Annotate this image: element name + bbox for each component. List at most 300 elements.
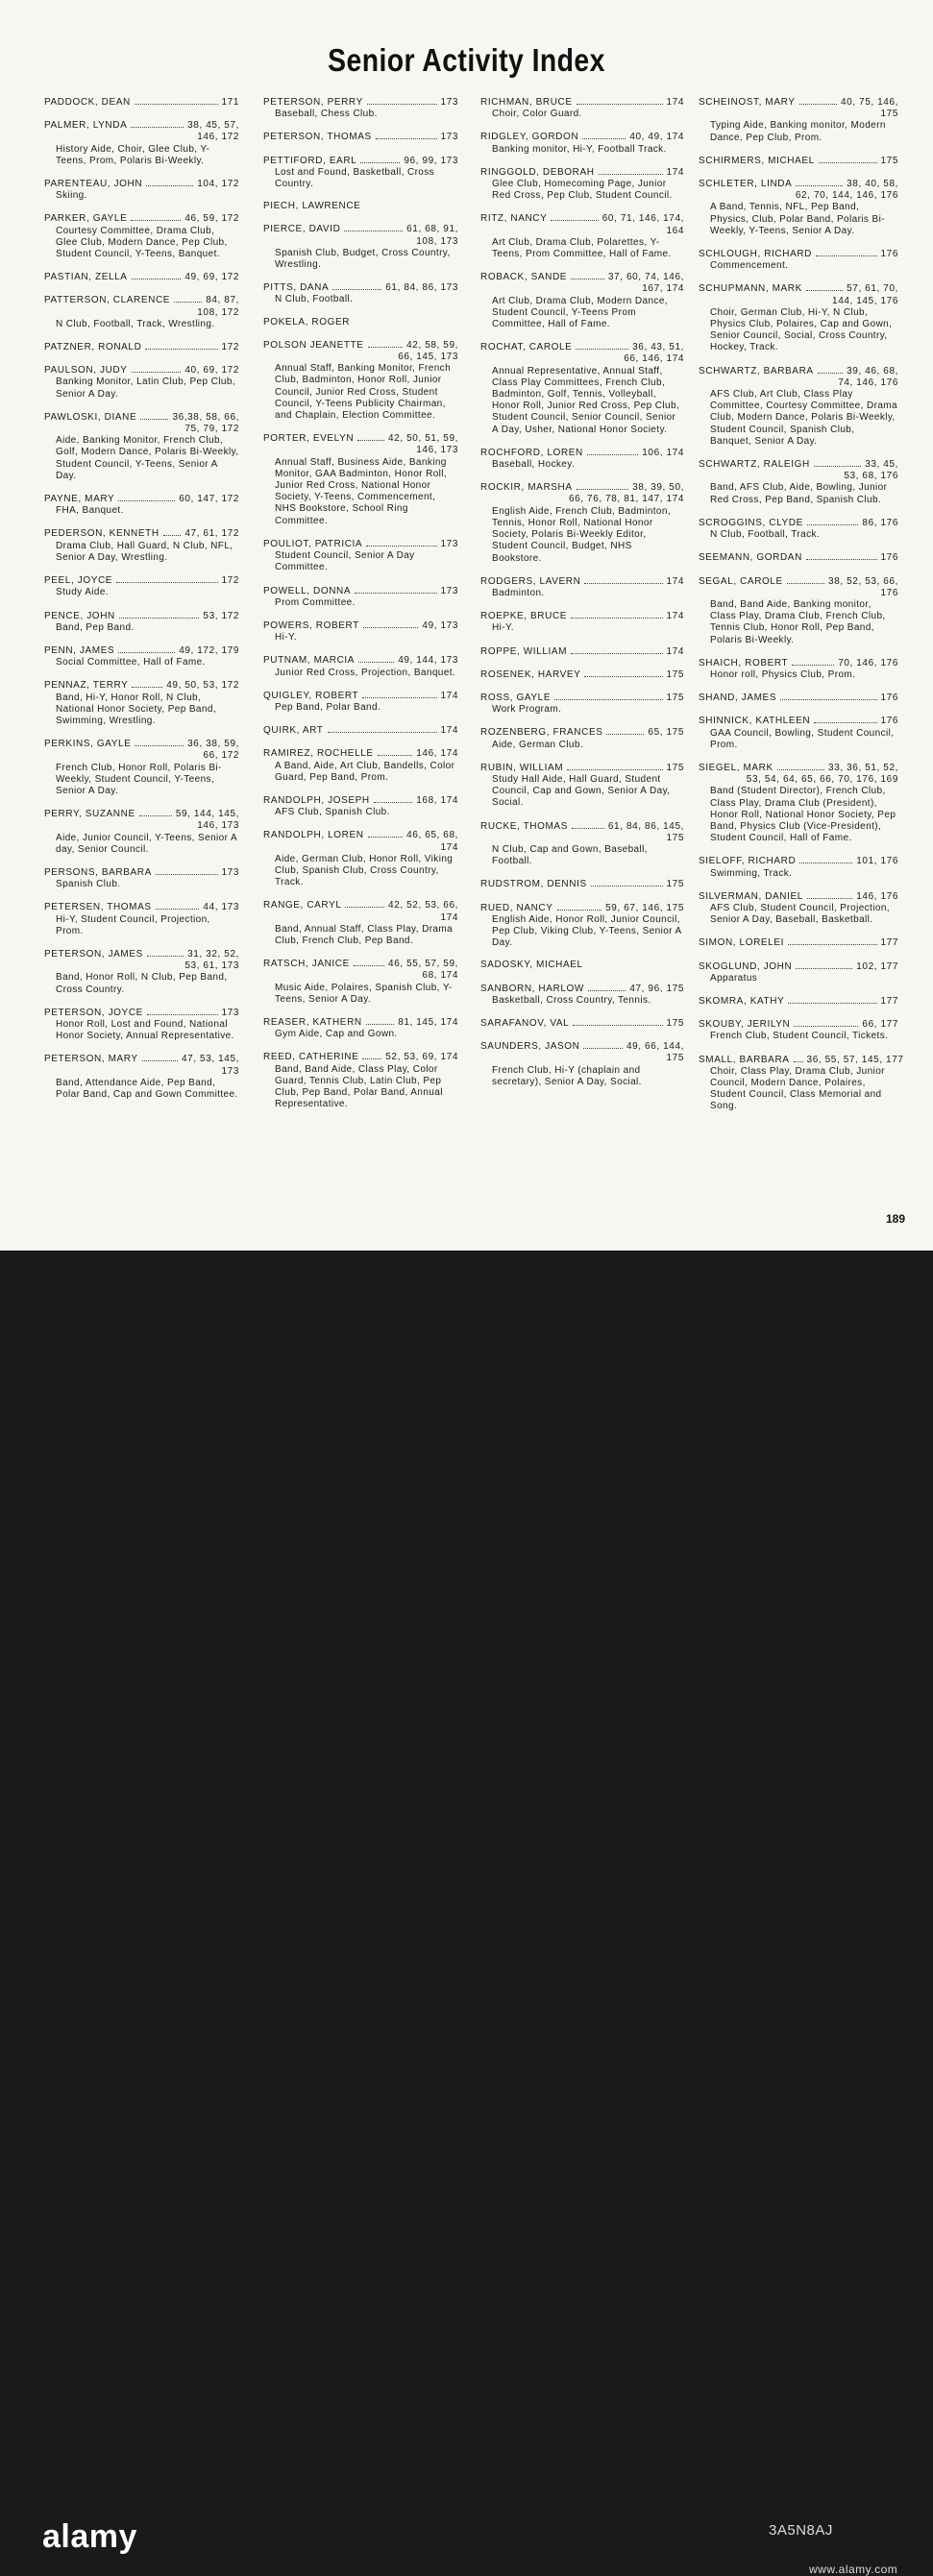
entry-header	[480, 762, 684, 774]
page-refs: 175	[666, 879, 684, 890]
watermark	[0, 2518, 933, 2576]
student-name: SIEGEL, MARK	[699, 762, 773, 773]
watermark-logo: alamy	[42, 2518, 137, 2555]
activities: Band, Attendance Aide, Pep Band, Polar Band, Cap and Gown Committee.	[56, 1077, 238, 1100]
entry-header	[480, 271, 684, 283]
activities: French Club, Hi-Y (chaplain and secretary), Senior A Day, Social.	[492, 1064, 642, 1087]
entry-header	[263, 223, 458, 235]
page-refs: 66, 177	[862, 1019, 898, 1031]
dot-leader	[606, 726, 644, 735]
index-column-4	[699, 96, 904, 1124]
page-refs-continued: 75, 79, 172	[184, 424, 239, 435]
page-refs: 49, 50, 53, 172	[166, 680, 239, 692]
activities: Glee Club, Homecoming Page, Junior Red Cross, Pep Club, Student Council.	[492, 179, 673, 202]
entry-header	[699, 657, 898, 669]
entry-header	[263, 724, 458, 737]
index-entry	[263, 620, 458, 644]
student-name: POWELL, DONNA	[263, 585, 352, 596]
page-refs-continued: 66, 172	[203, 750, 239, 762]
page-refs: 176	[880, 693, 898, 704]
page-refs: 174	[440, 690, 458, 701]
page-refs: 173	[440, 132, 458, 143]
student-name: PETERSON, JOYCE	[44, 1007, 143, 1018]
page-refs: 173	[221, 866, 239, 878]
entry-header	[699, 365, 898, 377]
entry-header	[480, 1040, 684, 1053]
entry-header	[263, 794, 458, 807]
index-entry	[699, 517, 898, 541]
dot-leader	[799, 855, 852, 863]
activities: Prom Committee.	[275, 596, 356, 608]
page-refs: 38, 45, 57,	[187, 120, 239, 132]
dot-leader	[354, 958, 384, 966]
dot-leader	[132, 271, 182, 279]
index-entry	[699, 657, 898, 681]
dot-leader	[814, 715, 876, 723]
student-name: PIECH, LAWRENCE	[263, 201, 361, 212]
dot-leader	[806, 551, 877, 560]
activities: Basketball, Cross Country, Tennis.	[492, 994, 651, 1006]
page-refs: 31, 32, 52,	[187, 948, 239, 960]
page-refs: 49, 144, 173	[398, 655, 458, 667]
activities: Band (Student Director), French Club, Class Play, Drama Club (President), Honor Roll, National Honor Society, Pep Band, Physics Club (Vice-President), Student Council, Hall of Fame.	[710, 786, 896, 844]
student-name: SEGAL, CAROLE	[699, 575, 783, 587]
index-entry	[480, 1040, 684, 1088]
index-entry	[480, 96, 684, 120]
dot-leader	[816, 248, 877, 256]
student-name: ROBACK, SANDE	[480, 272, 568, 283]
activities: Junior Red Cross, Projection, Banquet.	[275, 667, 456, 678]
page-refs-continued: 164	[666, 225, 684, 236]
activities: English Aide, Honor Roll, Junior Council, Pep Club, Viking Club, Y-Teens, Senior A Day.	[492, 913, 682, 949]
activities: Hi-Y.	[275, 632, 297, 644]
page-refs: 49, 172, 179	[179, 644, 239, 656]
page-refs: 59, 144, 145,	[175, 809, 239, 820]
activities: Pep Band, Polar Band.	[275, 701, 381, 713]
index-entry	[480, 726, 684, 750]
page-refs: 61, 84, 86, 173	[385, 282, 458, 294]
page-refs: 47, 53, 145,	[181, 1054, 239, 1065]
entry-header	[699, 96, 898, 109]
entry-header	[699, 936, 898, 949]
entry-header	[263, 1016, 458, 1029]
activities: Annual Staff, Banking Monitor, French Club, Badminton, Honor Roll, Junior Council, Junior Red Cross, Student Council, Y-Teens Publicity Chairman, and Chaplain, Election Committee.	[275, 363, 452, 422]
student-name: ROSENEK, HARVEY	[480, 668, 581, 680]
activities: Choir, German Club, Hi-Y, N Club, Physics Club, Polaires, Cap and Gown, Senior Council, Social, Cross Country, Hockey, Track.	[710, 306, 893, 353]
page-refs: 173	[440, 97, 458, 108]
page-refs-continued: 146, 172	[197, 132, 239, 143]
entry-header	[699, 517, 898, 529]
index-entry	[699, 248, 898, 272]
activities: Social Committee, Hall of Fame.	[56, 657, 206, 668]
activities: Band, Hi-Y, Honor Roll, N Club, National Honor Society, Pep Band, Swimming, Wrestling.	[56, 692, 216, 726]
student-name: PETTIFORD, EARL	[263, 155, 357, 166]
entry-header	[699, 692, 898, 704]
activities: Spanish Club, Budget, Cross Country, Wrestling.	[275, 247, 451, 271]
student-name: ROEPKE, BRUCE	[480, 611, 568, 622]
activities: A Band, Tennis, NFL, Pep Band, Physics, Club, Polar Band, Polaris Bi-Weekly, Y-Teens, Senior A Day.	[710, 202, 885, 236]
page-refs-continued: 66, 145, 173	[398, 352, 458, 363]
page-refs-continued: 53, 61, 173	[184, 960, 239, 972]
index-entry	[263, 1051, 458, 1110]
dot-leader	[780, 692, 876, 700]
page-refs: 49, 173	[422, 620, 458, 631]
watermark-url: www.alamy.com	[809, 2563, 898, 2576]
index-column-3	[480, 96, 684, 1099]
entry-header	[263, 339, 458, 352]
student-name: SCHLETER, LINDA	[699, 179, 793, 190]
activities: Band, Honor Roll, N Club, Pep Band, Cross Country.	[56, 972, 228, 995]
page-refs: 42, 50, 51, 59,	[388, 433, 458, 445]
student-name: RUED, NANCY	[480, 902, 553, 913]
student-name: RICHMAN, BRUCE	[480, 97, 573, 108]
student-name: PERRY, SUZANNE	[44, 809, 135, 820]
dot-leader	[368, 339, 404, 348]
page-refs: 174	[666, 166, 684, 178]
student-name: PETERSON, MARY	[44, 1054, 138, 1065]
page-refs: 176	[880, 249, 898, 260]
dot-leader	[557, 902, 602, 911]
student-name: SKOMRA, KATHY	[699, 995, 785, 1007]
index-entry	[44, 341, 239, 353]
index-entry	[480, 645, 684, 658]
entry-header	[44, 610, 239, 622]
dot-leader	[571, 645, 662, 654]
dot-leader	[374, 794, 413, 803]
index-entry	[44, 644, 239, 668]
entry-header	[480, 610, 684, 622]
entry-header	[44, 679, 239, 692]
page-refs: 61, 84, 86, 145,	[607, 820, 684, 832]
student-name: SILVERMAN, DANIEL	[699, 890, 803, 902]
page-refs: 177	[880, 937, 898, 949]
entry-header	[44, 1053, 239, 1065]
student-name: PALMER, LYNDA	[44, 120, 128, 132]
dot-leader	[174, 294, 202, 303]
entry-header	[44, 866, 239, 879]
student-name: PETERSON, JAMES	[44, 948, 143, 960]
page-refs: 174	[666, 645, 684, 657]
page-refs-continued: 62, 70, 144, 146, 176	[795, 190, 898, 202]
activities: Commencement.	[710, 260, 789, 272]
index-entry	[480, 668, 684, 681]
index-entry	[480, 902, 684, 950]
student-name: PENCE, JOHN	[44, 610, 115, 621]
activities: N Club, Football, Track.	[710, 529, 821, 541]
activities: Aide, German Club, Honor Roll, Viking Club, Spanish Club, Cross Country, Track.	[275, 853, 454, 888]
entry-header	[699, 715, 898, 727]
page-refs: 84, 87,	[206, 295, 239, 306]
index-entry	[263, 339, 458, 422]
page-refs: 172	[221, 342, 239, 353]
page-refs: 173	[221, 1007, 239, 1018]
index-column-1	[44, 96, 239, 1111]
entry-header	[263, 958, 458, 970]
dot-leader	[599, 166, 663, 175]
entry-header	[44, 527, 239, 540]
index-entry	[44, 178, 239, 202]
page-refs: 38, 39, 50,	[632, 482, 684, 494]
page-refs: 36,38, 58, 66,	[172, 411, 239, 423]
student-name: SHINNICK, KATHLEEN	[699, 716, 811, 727]
page-refs: 52, 53, 69, 174	[385, 1052, 458, 1063]
page-refs: 175	[666, 1017, 684, 1029]
student-name: SCHLOUGH, RICHARD	[699, 249, 812, 260]
entry-header	[263, 201, 458, 212]
index-entry	[699, 365, 898, 448]
index-entry	[263, 155, 458, 191]
entry-header	[263, 317, 458, 328]
index-entry	[44, 364, 239, 401]
page-refs: 106, 174	[642, 447, 684, 458]
entry-header	[480, 1017, 684, 1030]
page-refs-continued: 146, 173	[197, 820, 239, 832]
student-name: RANGE, CARYL	[263, 900, 342, 911]
dot-leader	[156, 901, 200, 910]
student-name: SCHWARTZ, RALEIGH	[699, 459, 810, 471]
activities: Art Club, Drama Club, Polarettes, Y-Teens, Prom Committee, Hall of Fame.	[492, 236, 672, 260]
page-refs: 40, 49, 174	[629, 132, 684, 143]
activities: English Aide, French Club, Badminton, Tennis, Honor Roll, National Honor Society, Polaris Bi-Weekly Editor, Student Council, Budget, NHS Bookstore.	[492, 505, 672, 564]
activities: Typing Aide, Banking monitor, Modern Dance, Pep Club, Prom.	[710, 120, 886, 143]
entry-header	[44, 574, 239, 587]
index-entry	[480, 820, 684, 868]
index-entry	[263, 899, 458, 947]
entry-header	[699, 248, 898, 260]
dot-leader	[799, 96, 837, 105]
activities: AFS Club, Student Council, Projection, Senior A Day, Baseball, Basketball.	[710, 902, 890, 926]
index-column-2	[263, 96, 458, 1121]
page-refs-continued: 66, 76, 78, 81, 147, 174	[568, 494, 684, 505]
student-name: PARKER, GAYLE	[44, 213, 128, 225]
student-name: POLSON JEANETTE	[263, 339, 364, 351]
entry-header	[263, 432, 458, 445]
student-name: SARAFANOV, VAL	[480, 1017, 570, 1029]
page-refs: 176	[880, 552, 898, 564]
activities: N Club, Football, Track, Wrestling.	[56, 318, 215, 329]
entry-header	[44, 644, 239, 657]
activities: N Club, Football.	[275, 294, 354, 305]
student-name: SADOSKY, MICHAEL	[480, 960, 583, 971]
index-entry	[480, 447, 684, 471]
entry-header	[480, 820, 684, 833]
student-name: SCROGGINS, CLYDE	[699, 517, 803, 528]
dot-leader	[116, 574, 217, 583]
activities: Student Council, Senior A Day Committee.	[275, 550, 415, 573]
dot-leader	[119, 610, 200, 619]
student-name: ROSS, GAYLE	[480, 692, 552, 703]
page-refs-continued: 66, 146, 174	[624, 353, 684, 365]
entry-header	[44, 119, 239, 132]
student-name: PETERSEN, THOMAS	[44, 902, 152, 913]
entry-header	[263, 620, 458, 632]
page-refs: 174	[440, 725, 458, 737]
activities: AFS Club, Art Club, Class Play Committee, Courtesy Committee, Drama Club, Modern Dance, Polaris Bi-Weekly, Student Council, Spanish Club, Banquet, Senior A Day.	[710, 389, 898, 447]
page-refs: 57, 61, 70,	[847, 283, 898, 295]
entry-header	[480, 447, 684, 459]
entry-header	[480, 481, 684, 494]
activities: Banking monitor, Hi-Y, Football Track.	[492, 143, 667, 155]
index-entry	[263, 96, 458, 120]
activities: Aide, Junior Council, Y-Teens, Senior A day, Senior Council.	[56, 832, 237, 855]
index-entry	[699, 458, 898, 506]
activities: Band, Annual Staff, Class Play, Drama Club, French Club, Pep Band.	[275, 923, 454, 946]
index-entry	[44, 212, 239, 260]
entry-header	[480, 131, 684, 143]
entry-header	[480, 668, 684, 681]
index-entry	[44, 679, 239, 727]
activities: Band, Band Aide, Banking monitor, Class Play, Drama Club, French Club, Tennis Club, Honor Roll, Pep Band, Polaris Bi-Weekly.	[710, 598, 886, 645]
entry-header	[44, 948, 239, 960]
activities: Badminton.	[492, 587, 545, 598]
dot-leader	[132, 679, 162, 688]
student-name: PASTIAN, ZELLA	[44, 272, 128, 283]
page-refs: 47, 96, 175	[629, 983, 684, 994]
student-name: RUBIN, WILLIAM	[480, 762, 564, 773]
entry-header	[263, 585, 458, 597]
dot-leader	[818, 365, 843, 374]
entry-header	[44, 808, 239, 820]
entry-header	[699, 1018, 898, 1031]
student-name: ROCHAT, CAROLE	[480, 342, 573, 353]
page-refs: 102, 177	[856, 960, 898, 972]
student-name: POWERS, ROBERT	[263, 620, 359, 631]
student-name: RINGGOLD, DEBORAH	[480, 166, 595, 178]
student-name: SHAICH, ROBERT	[699, 657, 789, 668]
entry-header	[699, 458, 898, 471]
page-refs: 33, 36, 51, 52,	[828, 762, 898, 773]
dot-leader	[582, 131, 626, 139]
dot-leader	[792, 657, 834, 666]
page-refs: 65, 175	[648, 727, 684, 739]
index-entry	[263, 538, 458, 574]
entry-header	[699, 282, 898, 295]
index-entry	[480, 1017, 684, 1030]
index-entry	[699, 960, 898, 984]
dot-leader	[366, 1016, 394, 1025]
page-refs-continued: 175	[666, 832, 684, 843]
activities: Annual Staff, Business Aide, Banking Monitor, GAA Badminton, Honor Roll, Junior Red Cross, National Honor Society, Y-Teens, Commencement, NHS Bookstore, School Ring Committee.	[275, 456, 448, 526]
index-entry	[263, 281, 458, 305]
page-refs-continued: 53, 68, 176	[844, 471, 898, 482]
entry-header	[44, 271, 239, 283]
entry-header	[263, 1051, 458, 1063]
entry-header	[44, 1007, 239, 1019]
index-entry	[480, 762, 684, 810]
index-entry	[263, 724, 458, 737]
activities: Honor roll, Physics Club, Prom.	[710, 668, 856, 680]
index-entry	[44, 294, 239, 330]
dot-leader	[584, 668, 662, 677]
student-name: PADDOCK, DEAN	[44, 97, 131, 108]
index-entry	[699, 1054, 904, 1113]
student-name: QUIGLEY, ROBERT	[263, 690, 359, 701]
page-refs: 81, 145, 174	[398, 1016, 458, 1028]
entry-header	[480, 692, 684, 704]
dot-leader	[807, 890, 852, 899]
activities: Honor Roll, Lost and Found, National Honor Society, Annual Representative.	[56, 1018, 234, 1042]
page-refs: 173	[440, 538, 458, 549]
index-entry	[699, 692, 898, 704]
index-entry	[480, 610, 684, 634]
dot-leader	[796, 960, 852, 969]
entry-header	[480, 645, 684, 658]
student-name: SIELOFF, RICHARD	[699, 856, 797, 867]
page-refs: 174	[666, 611, 684, 622]
activities: Hi-Y.	[492, 622, 514, 634]
entry-header	[699, 762, 898, 774]
page-refs: 171	[221, 97, 239, 108]
index-entry	[44, 738, 239, 797]
dot-leader	[378, 747, 413, 756]
index-entry	[44, 808, 239, 856]
student-name: ROPPE, WILLIAM	[480, 645, 568, 657]
student-name: SCHEINOST, MARY	[699, 97, 796, 108]
entry-header	[480, 166, 684, 179]
index-entry	[699, 96, 898, 144]
activities: AFS Club, Spanish Club.	[275, 807, 390, 818]
dot-leader	[777, 762, 824, 770]
page-refs: 38, 40, 58,	[847, 179, 898, 190]
student-name: PEDERSON, KENNETH	[44, 528, 160, 540]
index-entry	[699, 575, 898, 646]
student-name: PATZNER, RONALD	[44, 342, 142, 353]
index-entry	[263, 223, 458, 271]
page-refs: 86, 176	[862, 517, 898, 528]
page-refs: 59, 67, 146, 175	[605, 902, 684, 913]
dot-leader	[788, 936, 877, 945]
dot-leader	[147, 948, 184, 957]
dot-leader	[156, 866, 218, 875]
page-refs: 46, 59, 172	[184, 213, 239, 225]
student-name: RANDOLPH, JOSEPH	[263, 794, 370, 806]
student-name: SIMON, LORELEI	[699, 937, 784, 949]
dot-leader	[363, 620, 419, 628]
activities: Aide, German Club.	[492, 739, 584, 750]
entry-header	[699, 890, 898, 903]
dot-leader	[807, 517, 859, 525]
index-entry	[44, 96, 239, 109]
page-refs: 101, 176	[856, 856, 898, 867]
student-name: SEEMANN, GORDAN	[699, 552, 802, 564]
page-refs: 175	[666, 668, 684, 680]
page-refs-continued: 174	[440, 911, 458, 923]
activities: Band, Pep Band.	[56, 621, 135, 633]
entry-header	[480, 983, 684, 995]
activities: A Band, Aide, Art Club, Bandells, Color Guard, Pep Band, Prom.	[275, 760, 455, 783]
entry-header	[44, 212, 239, 225]
dot-leader	[794, 1054, 803, 1062]
dot-leader	[132, 364, 182, 373]
student-name: POULIOT, PATRICIA	[263, 538, 363, 549]
dot-leader	[567, 762, 662, 770]
activities: History Aide, Choir, Glee Club, Y-Teens, Prom, Polaris Bi-Weekly.	[56, 143, 210, 166]
activities: FHA, Banquet.	[56, 505, 124, 517]
dot-leader	[135, 96, 218, 105]
entry-header	[44, 364, 239, 377]
student-name: RAMIREZ, ROCHELLE	[263, 748, 374, 760]
dot-leader	[588, 983, 626, 991]
dot-leader	[587, 447, 638, 455]
index-entry	[263, 690, 458, 714]
index-entry	[480, 212, 684, 260]
student-name: SCHUPMANN, MARK	[699, 283, 802, 295]
student-name: RUDSTROM, DENNIS	[480, 879, 587, 890]
dot-leader	[577, 481, 628, 490]
index-entry	[263, 747, 458, 784]
index-entry	[699, 282, 898, 353]
dot-leader	[806, 282, 843, 291]
